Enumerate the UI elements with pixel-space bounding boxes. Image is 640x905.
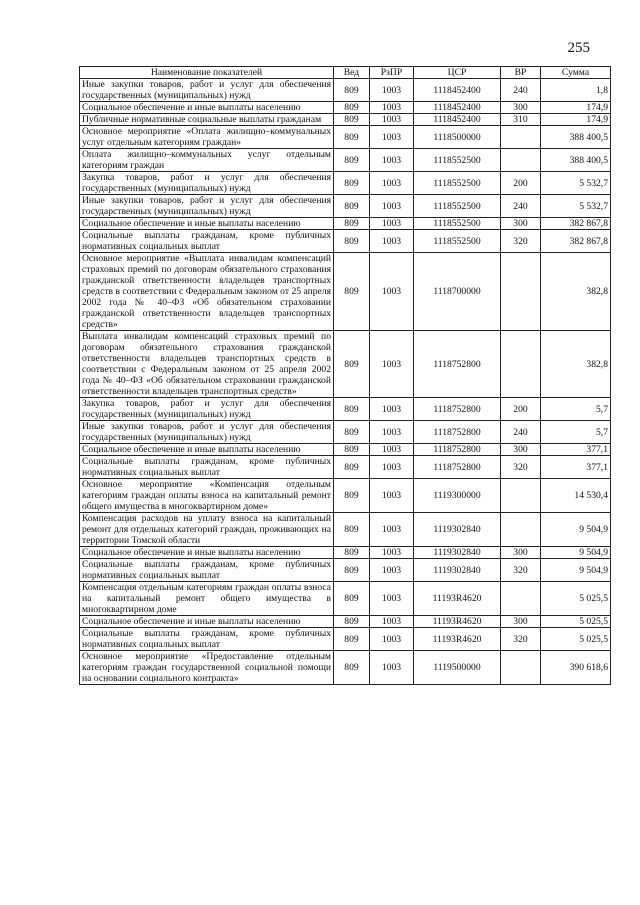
- cell-vr: [501, 331, 541, 398]
- cell-vr: 200: [501, 398, 541, 421]
- cell-vr: [501, 651, 541, 685]
- table-row: [80, 479, 611, 513]
- cell-csr: 1118552500: [414, 172, 501, 195]
- cell-rzpr: 1003: [370, 547, 414, 559]
- table-row: [80, 421, 611, 444]
- cell-sum: 5 532,7: [541, 195, 611, 218]
- cell-csr: 1119302840: [414, 513, 501, 547]
- cell-vr: 310: [501, 114, 541, 126]
- table-row: [80, 79, 611, 102]
- cell-vr: 300: [501, 218, 541, 230]
- cell-rzpr: 1003: [370, 479, 414, 513]
- cell-csr: 1119302840: [414, 547, 501, 559]
- cell-sum: 382 867,8: [541, 230, 611, 253]
- cell-rzpr: 1003: [370, 628, 414, 651]
- cell-ved: 809: [334, 195, 370, 218]
- header-ved: Вед: [334, 67, 370, 79]
- cell-vr: 200: [501, 172, 541, 195]
- header-sum: Сумма: [541, 67, 611, 79]
- table-row: [80, 616, 611, 628]
- cell-vr: [501, 513, 541, 547]
- cell-vr: 320: [501, 559, 541, 582]
- cell-ved: 809: [334, 79, 370, 102]
- cell-sum: 5 025,5: [541, 628, 611, 651]
- header-rzpr: РзПР: [370, 67, 414, 79]
- cell-ved: 809: [334, 582, 370, 616]
- table-row: [80, 398, 611, 421]
- cell-rzpr: 1003: [370, 513, 414, 547]
- cell-name: Иные закупки товаров, работ и услуг для обеспечения государственных (муниципальных) нужд: [80, 79, 334, 102]
- cell-rzpr: 1003: [370, 651, 414, 685]
- table-row: [80, 230, 611, 253]
- cell-ved: 809: [334, 114, 370, 126]
- cell-name: Выплата инвалидам компенсаций страховых премий по договорам обязательного страхования гражданской ответственности владельцев транспортных средств в соответствии с Федеральным законом от 25 апреля 2002 года № 40–ФЗ «Об обязательном страховании гражданской ответственности владельцев транспортных средств»: [80, 331, 334, 398]
- cell-name: Социальные выплаты гражданам, кроме публичных нормативных социальных выплат: [80, 230, 334, 253]
- cell-name: Основное мероприятие «Компенсация отдельным категориям граждан оплаты взноса на капитальный ремонт общего имущества в многоквартирном доме»: [80, 479, 334, 513]
- cell-rzpr: 1003: [370, 126, 414, 149]
- cell-sum: 174,9: [541, 102, 611, 114]
- cell-ved: 809: [334, 651, 370, 685]
- cell-csr: 1119300000: [414, 479, 501, 513]
- cell-name: Иные закупки товаров, работ и услуг для обеспечения государственных (муниципальных) нужд: [80, 421, 334, 444]
- cell-rzpr: 1003: [370, 102, 414, 114]
- cell-csr: 1118452400: [414, 102, 501, 114]
- cell-ved: 809: [334, 253, 370, 331]
- cell-csr: 1118452400: [414, 79, 501, 102]
- cell-rzpr: 1003: [370, 582, 414, 616]
- table-row: [80, 172, 611, 195]
- cell-name: Основное мероприятие «Предоставление отдельным категориям граждан государственной социальной помощи на основании социального контракта»: [80, 651, 334, 685]
- table-row: [80, 114, 611, 126]
- cell-name: Основное мероприятие «Выплата инвалидам компенсаций страховых премий по договорам обязательного страхования гражданской ответственности владельцев транспортных средств в соответствии с Федеральным законом от 25 апреля 2002 года № 40–ФЗ «Об обязательном страховании гражданской ответственности владельцев транспортных средств»: [80, 253, 334, 331]
- cell-rzpr: 1003: [370, 114, 414, 126]
- cell-sum: 382,8: [541, 253, 611, 331]
- cell-sum: 377,1: [541, 456, 611, 479]
- header-name: Наименование показателей: [80, 67, 334, 79]
- table-row: [80, 126, 611, 149]
- cell-sum: 388 400,5: [541, 149, 611, 172]
- cell-vr: 240: [501, 79, 541, 102]
- table-row: [80, 253, 611, 331]
- cell-rzpr: 1003: [370, 398, 414, 421]
- cell-ved: 809: [334, 444, 370, 456]
- cell-sum: 388 400,5: [541, 126, 611, 149]
- table-row: [80, 331, 611, 398]
- cell-vr: [501, 126, 541, 149]
- cell-name: Компенсация отдельным категориям граждан оплаты взноса на капитальный ремонт общего имущества в многоквартирном доме: [80, 582, 334, 616]
- cell-ved: 809: [334, 513, 370, 547]
- cell-csr: 1118752800: [414, 398, 501, 421]
- cell-rzpr: 1003: [370, 331, 414, 398]
- cell-name: Основное мероприятие «Оплата жилищно–коммунальных услуг отдельным категориям граждан»: [80, 126, 334, 149]
- cell-rzpr: 1003: [370, 559, 414, 582]
- cell-csr: 11193R4620: [414, 616, 501, 628]
- table-row: [80, 651, 611, 685]
- table-row: [80, 513, 611, 547]
- cell-sum: 382 867,8: [541, 218, 611, 230]
- table-row: [80, 628, 611, 651]
- cell-csr: 11193R4620: [414, 628, 501, 651]
- cell-sum: 390 618,6: [541, 651, 611, 685]
- cell-vr: 320: [501, 456, 541, 479]
- cell-rzpr: 1003: [370, 421, 414, 444]
- cell-rzpr: 1003: [370, 149, 414, 172]
- cell-sum: 5 025,5: [541, 616, 611, 628]
- cell-name: Закупка товаров, работ и услуг для обеспечения государственных (муниципальных) нужд: [80, 172, 334, 195]
- cell-ved: 809: [334, 230, 370, 253]
- cell-rzpr: 1003: [370, 253, 414, 331]
- table-row: [80, 149, 611, 172]
- cell-name: Закупка товаров, работ и услуг для обеспечения государственных (муниципальных) нужд: [80, 398, 334, 421]
- cell-sum: 5 532,7: [541, 172, 611, 195]
- cell-rzpr: 1003: [370, 195, 414, 218]
- cell-ved: 809: [334, 149, 370, 172]
- cell-csr: 1118752800: [414, 421, 501, 444]
- cell-rzpr: 1003: [370, 218, 414, 230]
- cell-name: Компенсация расходов на уплату взноса на капитальный ремонт для отдельных категорий граждан, проживающих на территории Томской области: [80, 513, 334, 547]
- cell-ved: 809: [334, 456, 370, 479]
- cell-rzpr: 1003: [370, 444, 414, 456]
- cell-vr: 320: [501, 230, 541, 253]
- cell-name: Социальное обеспечение и иные выплаты населению: [80, 218, 334, 230]
- header-row: [80, 67, 611, 79]
- cell-ved: 809: [334, 547, 370, 559]
- cell-sum: 1,8: [541, 79, 611, 102]
- header-vr: ВР: [501, 67, 541, 79]
- cell-name: Социальное обеспечение и иные выплаты населению: [80, 102, 334, 114]
- cell-sum: 174,9: [541, 114, 611, 126]
- table-body: [80, 79, 611, 685]
- cell-sum: 377,1: [541, 444, 611, 456]
- cell-csr: 1118552500: [414, 195, 501, 218]
- table-row: [80, 444, 611, 456]
- cell-ved: 809: [334, 479, 370, 513]
- cell-rzpr: 1003: [370, 456, 414, 479]
- cell-csr: 1118500000: [414, 126, 501, 149]
- cell-sum: 5,7: [541, 398, 611, 421]
- cell-rzpr: 1003: [370, 616, 414, 628]
- cell-vr: [501, 253, 541, 331]
- cell-ved: 809: [334, 421, 370, 444]
- cell-csr: 1118752800: [414, 456, 501, 479]
- cell-rzpr: 1003: [370, 230, 414, 253]
- cell-sum: 9 504,9: [541, 547, 611, 559]
- cell-vr: [501, 582, 541, 616]
- cell-ved: 809: [334, 628, 370, 651]
- header-csr: ЦСР: [414, 67, 501, 79]
- cell-name: Социальные выплаты гражданам, кроме публичных нормативных социальных выплат: [80, 628, 334, 651]
- cell-name: Публичные нормативные социальные выплаты гражданам: [80, 114, 334, 126]
- cell-csr: 1118752800: [414, 331, 501, 398]
- cell-ved: 809: [334, 616, 370, 628]
- cell-vr: 300: [501, 102, 541, 114]
- cell-rzpr: 1003: [370, 79, 414, 102]
- cell-name: Социальные выплаты гражданам, кроме публичных нормативных социальных выплат: [80, 456, 334, 479]
- cell-vr: 240: [501, 195, 541, 218]
- cell-vr: 240: [501, 421, 541, 444]
- table-row: [80, 218, 611, 230]
- cell-sum: 9 504,9: [541, 513, 611, 547]
- cell-csr: 1118452400: [414, 114, 501, 126]
- cell-csr: 1119500000: [414, 651, 501, 685]
- cell-name: Социальные выплаты гражданам, кроме публичных нормативных социальных выплат: [80, 559, 334, 582]
- cell-ved: 809: [334, 126, 370, 149]
- cell-name: Оплата жилищно–коммунальных услуг отдельным категориям граждан: [80, 149, 334, 172]
- cell-ved: 809: [334, 172, 370, 195]
- cell-ved: 809: [334, 218, 370, 230]
- cell-ved: 809: [334, 331, 370, 398]
- cell-name: Социальное обеспечение и иные выплаты населению: [80, 616, 334, 628]
- table-row: [80, 559, 611, 582]
- cell-ved: 809: [334, 559, 370, 582]
- table-row: [80, 102, 611, 114]
- table-header: [80, 67, 611, 79]
- cell-vr: 320: [501, 628, 541, 651]
- cell-name: Иные закупки товаров, работ и услуг для обеспечения государственных (муниципальных) нужд: [80, 195, 334, 218]
- cell-vr: 300: [501, 616, 541, 628]
- cell-sum: 14 530,4: [541, 479, 611, 513]
- cell-sum: 9 504,9: [541, 559, 611, 582]
- cell-csr: 1118552500: [414, 230, 501, 253]
- cell-vr: 300: [501, 547, 541, 559]
- cell-csr: 11193R4620: [414, 582, 501, 616]
- cell-vr: [501, 479, 541, 513]
- cell-csr: 1118552500: [414, 218, 501, 230]
- cell-sum: 5 025,5: [541, 582, 611, 616]
- table-row: [80, 195, 611, 218]
- table-row: [80, 582, 611, 616]
- cell-sum: 382,8: [541, 331, 611, 398]
- cell-csr: 1119302840: [414, 559, 501, 582]
- page-number: 255: [567, 40, 590, 56]
- cell-csr: 1118752800: [414, 444, 501, 456]
- table-row: [80, 547, 611, 559]
- cell-csr: 1118552500: [414, 149, 501, 172]
- cell-sum: 5,7: [541, 421, 611, 444]
- cell-name: Социальное обеспечение и иные выплаты населению: [80, 444, 334, 456]
- cell-csr: 1118700000: [414, 253, 501, 331]
- cell-rzpr: 1003: [370, 172, 414, 195]
- cell-ved: 809: [334, 398, 370, 421]
- cell-vr: 300: [501, 444, 541, 456]
- budget-table: [79, 66, 611, 685]
- cell-name: Социальное обеспечение и иные выплаты населению: [80, 547, 334, 559]
- table-row: [80, 456, 611, 479]
- cell-ved: 809: [334, 102, 370, 114]
- cell-vr: [501, 149, 541, 172]
